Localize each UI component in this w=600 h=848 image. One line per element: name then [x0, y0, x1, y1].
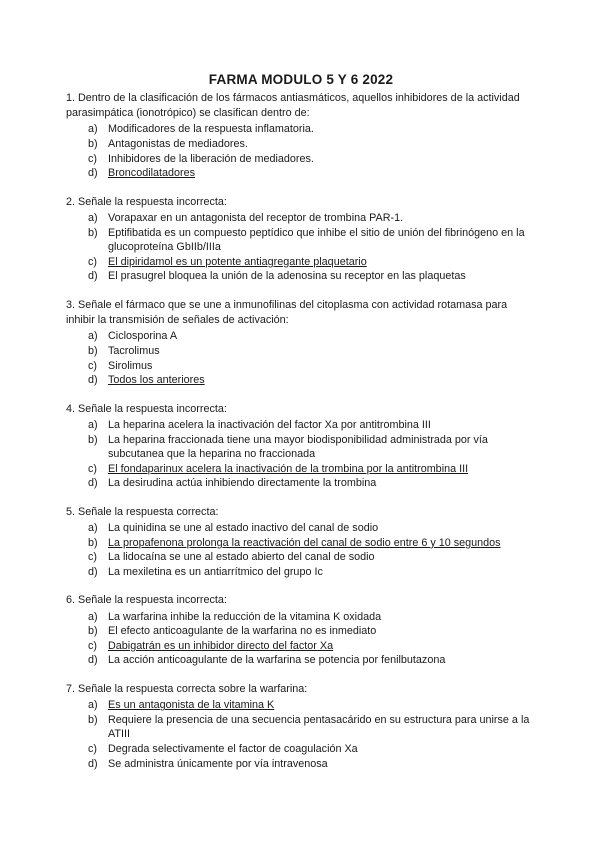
option-letter: d) [88, 565, 98, 578]
option-item [66, 166, 536, 181]
correct-answer-text: Dabigatrán es un inhibidor directo del factor Xa [108, 639, 334, 652]
option-text: Eptifibatida es un compuesto peptídico que inhibe el sitio de unión del fibrinógeno en la glucoproteína GbIIb/IIIa [108, 226, 525, 254]
option-item [66, 713, 536, 742]
page-title: FARMA MODULO 5 Y 6 2022 [208, 72, 394, 87]
question-text: 2. Señale la respuesta incorrecta: [66, 195, 227, 208]
question-6 [66, 593, 536, 668]
option-item [66, 211, 536, 226]
option-letter: c) [88, 551, 97, 564]
option-letter: a) [88, 330, 98, 343]
option-text: Tacrolimus [108, 344, 160, 357]
correct-answer-text: El fondaparinux acelera la inactivación de la trombina por la antitrombina III [108, 462, 469, 475]
option-item [66, 226, 536, 255]
option-list [66, 521, 536, 579]
option-text: Vorapaxar en un antagonista del receptor de trombina PAR-1. [108, 211, 404, 224]
option-text: La lidocaína se une al estado abierto del canal de sodio [108, 551, 375, 564]
option-item [66, 521, 536, 536]
option-list [66, 418, 536, 491]
option-list [66, 211, 536, 284]
option-letter: b) [88, 625, 98, 638]
correct-answer-text: Todos los anteriores [108, 374, 205, 387]
option-text: Inhibidores de la liberación de mediadores. [108, 152, 314, 165]
question-text: 7. Señale la respuesta correcta sobre la warfarina: [66, 683, 308, 696]
option-item [66, 462, 536, 477]
option-item [66, 610, 536, 625]
option-letter: a) [88, 211, 98, 224]
option-letter: b) [88, 226, 98, 239]
option-letter: c) [88, 743, 97, 756]
option-letter: a) [88, 418, 98, 431]
option-item [66, 329, 536, 344]
option-letter: b) [88, 713, 98, 726]
question-1 [66, 91, 536, 181]
option-letter: c) [88, 152, 97, 165]
question-3 [66, 298, 536, 388]
question-2 [66, 195, 536, 284]
option-letter: a) [88, 610, 98, 623]
question-text: 6. Señale la respuesta incorrecta: [66, 594, 227, 607]
option-text: La heparina acelera la inactivación del factor Xa por antitrombina III [108, 418, 431, 431]
option-letter: d) [88, 374, 98, 387]
option-letter: d) [88, 167, 98, 180]
option-item [66, 137, 536, 152]
option-item [66, 698, 536, 713]
option-item [66, 476, 536, 491]
option-item [66, 639, 536, 654]
option-item [66, 565, 536, 580]
option-letter: d) [88, 270, 98, 283]
option-letter: c) [88, 359, 97, 372]
question-text: 4. Señale la respuesta incorrecta: [66, 402, 227, 415]
option-letter: c) [88, 639, 97, 652]
correct-answer-text: Es un antagonista de la vitamina K [108, 699, 275, 712]
option-list [66, 329, 536, 387]
option-item [66, 757, 536, 772]
option-letter: a) [88, 522, 98, 535]
option-text: La heparina fraccionada tiene una mayor biodisponibilidad administrada por vía subcutanea que la heparina no fraccionada [108, 433, 488, 461]
option-letter: b) [88, 536, 98, 549]
option-item [66, 269, 536, 284]
option-letter: a) [88, 123, 98, 136]
option-item [66, 653, 536, 668]
option-item [66, 433, 536, 462]
option-letter: c) [88, 462, 97, 475]
option-text: La acción anticoagulante de la warfarina se potencia por fenilbutazona [108, 654, 446, 667]
option-letter: a) [88, 699, 98, 712]
option-letter: c) [88, 255, 97, 268]
option-text: Ciclosporina A [108, 330, 178, 343]
option-text: Requiere la presencia de una secuencia pentasacárido en su estructura para unirse a la ATIII [108, 713, 530, 741]
option-item [66, 255, 536, 270]
option-list [66, 610, 536, 668]
question-4 [66, 402, 536, 491]
question-5 [66, 505, 536, 580]
option-text: Degrada selectivamente el factor de coagulación Xa [108, 743, 358, 756]
option-item [66, 624, 536, 639]
option-letter: d) [88, 477, 98, 490]
option-item [66, 742, 536, 757]
option-item [66, 550, 536, 565]
option-text: El efecto anticoagulante de la warfarina no es inmediato [108, 625, 377, 638]
option-letter: b) [88, 138, 98, 150]
option-text: Sirolimus [108, 359, 153, 372]
question-text: 3. Señale el fármaco que se une a inmunofilinas del citoplasma con actividad rotamasa para inhibir la transmisión de señales de activación: [66, 298, 508, 327]
option-list [66, 122, 536, 180]
option-text: Antagonistas de mediadores. [108, 138, 248, 150]
question-text: 5. Señale la respuesta correcta: [66, 505, 219, 518]
option-item [66, 344, 536, 359]
option-text: La mexiletina es un antiarrítmico del grupo Ic [108, 565, 323, 578]
correct-answer-text: El dipiridamol es un potente antiagregante plaquetario [108, 255, 367, 268]
option-item [66, 536, 536, 551]
option-item [66, 122, 536, 137]
question-list [66, 91, 536, 771]
option-item [66, 373, 536, 388]
option-item [66, 418, 536, 433]
option-text: Se administra únicamente por vía intravenosa [108, 757, 328, 770]
question-text: 1. Dentro de la clasificación de los fármacos antiasmáticos, aquellos inhibidores de la actividad parasimpática (ionotrópico) se clasifican dentro de: [66, 92, 520, 120]
option-text: La quinidina se une al estado inactivo del canal de sodio [108, 522, 379, 535]
option-letter: d) [88, 757, 98, 770]
question-7 [66, 682, 536, 771]
option-text: La warfarina inhibe la reducción de la vitamina K oxidada [108, 610, 382, 623]
correct-answer-text: La propafenona prolonga la reactivación del canal de sodio entre 6 y 10 segundos [108, 536, 501, 549]
option-list [66, 698, 536, 771]
option-letter: b) [88, 344, 98, 357]
option-text: La desirudina actúa inhibiendo directamente la trombina [108, 477, 377, 490]
option-item [66, 152, 536, 167]
correct-answer-text: Broncodilatadores [108, 167, 196, 180]
option-letter: d) [88, 654, 98, 667]
option-text: Modificadores de la respuesta inflamatoria. [108, 123, 314, 136]
option-letter: b) [88, 433, 98, 446]
option-text: El prasugrel bloquea la unión de la adenosina su receptor en las plaquetas [108, 270, 466, 283]
option-item [66, 359, 536, 374]
